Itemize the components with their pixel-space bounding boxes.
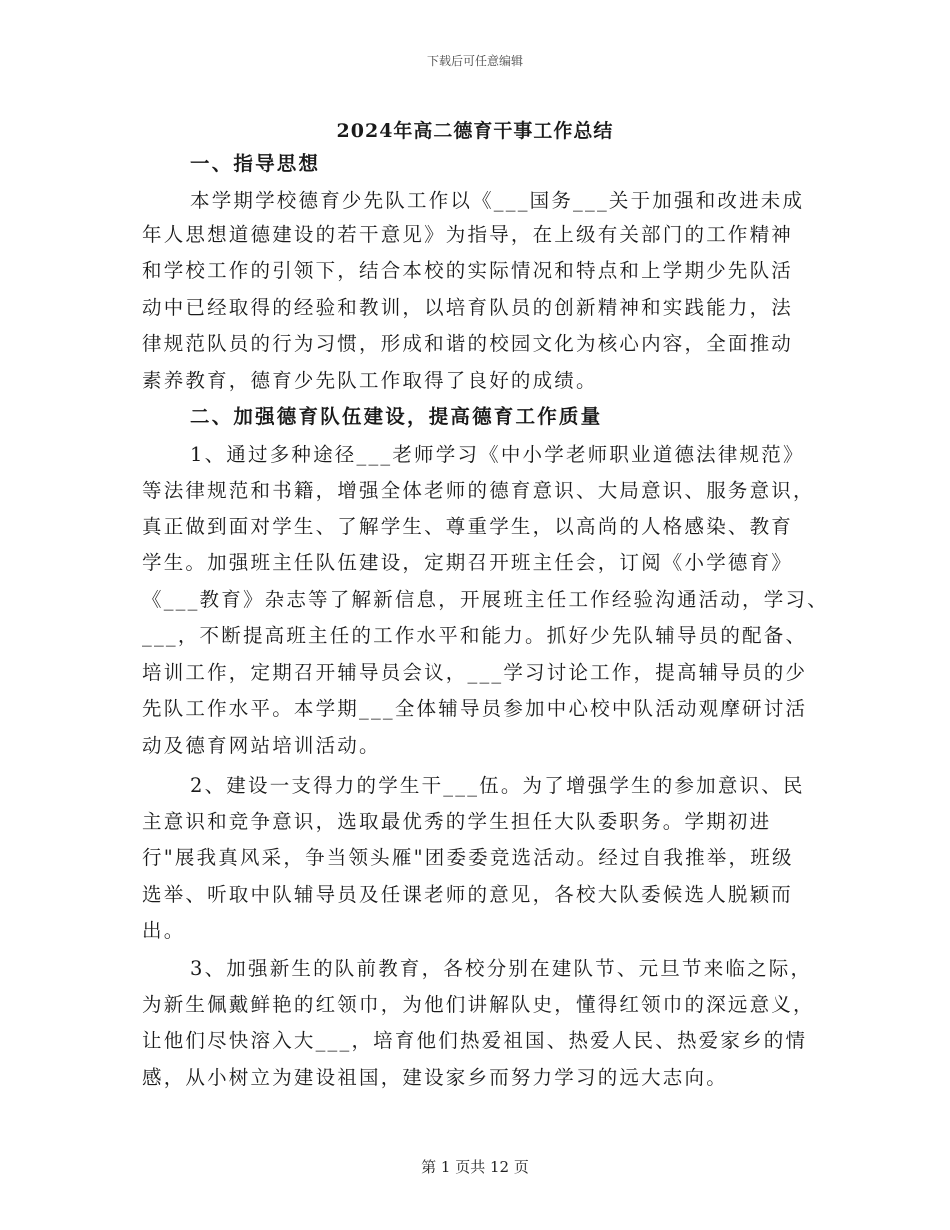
paragraph-line: 2、建设一支得力的学生干___伍。为了增强学生的参加意识、民 [190, 774, 805, 797]
paragraph-line: 主意识和竞争意识，选取最优秀的学生担任大队委职务。学期初进 [142, 810, 772, 833]
paragraph-line: 素养教育，德育少先队工作取得了良好的成绩。 [142, 369, 598, 392]
paragraph-line: 动及德育网站培训活动。 [142, 734, 381, 757]
paragraph-line: 出。 [142, 919, 186, 942]
section-heading-1: 一、指导思想 [190, 152, 321, 175]
header-note: 下载后可任意编辑 [426, 54, 523, 68]
paragraph-line: 先队工作水平。本学期___全体辅导员参加中心校中队活动观摩研讨活 [142, 697, 808, 720]
paragraph-line: 年人思想道德建设的若干意见》为指导，在上级有关部门的工作精神 [142, 223, 794, 246]
paragraph-line: 1、通过多种途径___老师学习《中小学老师职业道德法律规范》 [190, 443, 805, 466]
paragraph-line: 等法律规范和书籍，增强全体老师的德育意识、大局意识、服务意识， [142, 479, 815, 502]
section-heading-2: 二、加强德育队伍建设，提高德育工作质量 [190, 405, 603, 428]
paragraph-line: 真正做到面对学生、了解学生、尊重学生，以高尚的人格感染、教育 [142, 515, 794, 538]
paragraph-line: 和学校工作的引领下，结合本校的实际情况和特点和上学期少先队活 [142, 259, 794, 282]
paragraph-line: 学生。加强班主任队伍建设，定期召开班主任会，订阅《小学德育》 [142, 551, 794, 574]
document-title: 2024年高二德育干事工作总结 [336, 120, 614, 142]
paragraph-line: 本学期学校德育少先队工作以《___国务___关于加强和改进未成 [190, 189, 805, 212]
paragraph-line: 律规范队员的行为习惯，形成和谐的校园文化为核心内容，全面推动 [142, 332, 794, 355]
paragraph-line: 感，从小树立为建设祖国，建设家乡而努力学习的远大志向。 [142, 1066, 728, 1089]
paragraph-line: 培训工作，定期召开辅导员会议，___学习讨论工作，提高辅导员的少 [142, 661, 808, 684]
paragraph-line: 动中已经取得的经验和教训，以培育队员的创新精神和实践能力，法 [142, 296, 794, 319]
paragraph-line: 3、加强新生的队前教育，各校分别在建队节、元旦节来临之际， [190, 957, 813, 980]
paragraph-line: 选举、听取中队辅导员及任课老师的意见，各校大队委候选人脱颖而 [142, 883, 794, 906]
page-footer: 第 1 页共 12 页 [421, 1158, 529, 1176]
paragraph-line: 让他们尽快溶入大___，培育他们热爱祖国、热爱人民、热爱家乡的情 [142, 1029, 808, 1052]
paragraph-line: ___，不断提高班主任的工作水平和能力。抓好少先队辅导员的配备、 [142, 624, 808, 647]
paragraph-line: 《___教育》杂志等了解新信息，开展班主任工作经验沟通活动，学习、 [142, 588, 829, 611]
paragraph-line: 行"展我真风采，争当领头雁"团委委竞选活动。经过自我推举，班级 [142, 846, 794, 869]
paragraph-line: 为新生佩戴鲜艳的红领巾，为他们讲解队史，懂得红领巾的深远意义， [142, 993, 815, 1016]
